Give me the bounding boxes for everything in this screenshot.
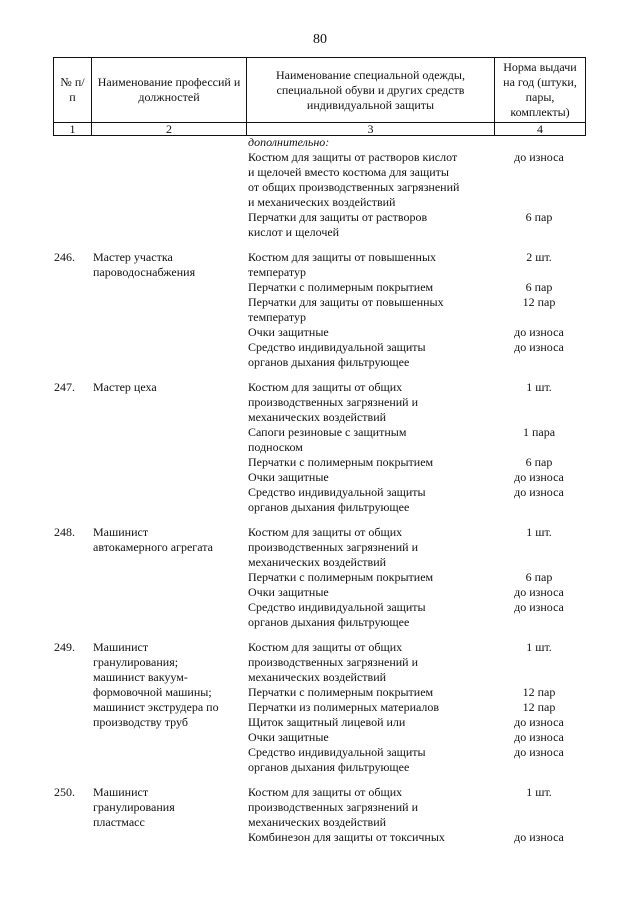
table-row	[0, 195, 640, 210]
row-gap	[0, 370, 640, 380]
row-gap	[0, 515, 640, 525]
equipment-item: Комбинезон для защиты от токсичных	[248, 830, 445, 844]
entry-number: 248.	[54, 525, 75, 539]
norm-value: 2 шт.	[526, 250, 552, 264]
profession-name: Мастер участка	[93, 250, 173, 264]
header-col-index: 3	[247, 123, 495, 136]
norm-value: 6 пар	[525, 570, 553, 584]
entry-number: 249.	[54, 640, 75, 654]
equipment-item: Щиток защитный лицевой или	[248, 715, 406, 729]
header-norm: Норма выдачи на год (штуки, пары, комплекты)	[495, 58, 586, 123]
equipment-item: Средство индивидуальной защиты	[248, 340, 426, 354]
norm-value: 1 шт.	[526, 525, 552, 539]
equipment-item: Очки защитные	[248, 730, 329, 744]
profession-name: Машинист	[93, 640, 149, 654]
norm-value: до износа	[514, 150, 564, 164]
table-row	[0, 585, 640, 600]
table-row	[0, 165, 640, 180]
equipment-item: Средство индивидуальной защиты	[248, 745, 426, 759]
norm-value: до износа	[514, 730, 564, 744]
profession-entry	[0, 250, 640, 370]
equipment-item: органов дыхания фильтрующее	[248, 500, 410, 514]
equipment-item: органов дыхания фильтрующее	[248, 355, 410, 369]
norm-value: 12 пар	[522, 685, 556, 699]
table-row	[0, 485, 640, 500]
equipment-item: Перчатки из полимерных материалов	[248, 700, 440, 714]
profession-name: Машинист	[93, 785, 149, 799]
norm-value: до износа	[514, 325, 564, 339]
profession-name: Мастер цеха	[93, 380, 157, 394]
header-number: № п/п	[54, 58, 92, 123]
table-row	[0, 355, 640, 370]
profession-name: автокамерного агрегата	[93, 540, 213, 554]
equipment-item: механических воздействий	[248, 815, 387, 829]
equipment-item: Очки защитные	[248, 325, 329, 339]
table-row	[0, 425, 640, 440]
table-row	[0, 615, 640, 630]
equipment-item: Перчатки для защиты от повышенных	[248, 295, 444, 309]
norm-value: 1 шт.	[526, 380, 552, 394]
table-row	[0, 395, 640, 410]
norm-value: до износа	[514, 585, 564, 599]
norm-value: до износа	[514, 830, 564, 844]
norm-value: до износа	[514, 745, 564, 759]
table-row	[0, 555, 640, 570]
equipment-item: органов дыхания фильтрующее	[248, 760, 410, 774]
profession-name: гранулирования;	[93, 655, 179, 669]
profession-name: гранулирования	[93, 800, 175, 814]
row-gap	[0, 240, 640, 250]
profession-name: машинист экструдера по	[93, 700, 219, 714]
table-row	[0, 815, 640, 830]
norm-value: 6 пар	[525, 280, 553, 294]
header-col-index: 2	[92, 123, 247, 136]
entry-number: 246.	[54, 250, 75, 264]
table-row	[0, 760, 640, 775]
entry-number: 250.	[54, 785, 75, 799]
equipment-item: от общих производственных загрязнений	[248, 180, 460, 194]
norm-value: до износа	[514, 340, 564, 354]
table-row	[0, 180, 640, 195]
table-row	[0, 525, 640, 540]
table-row	[0, 470, 640, 485]
table-row	[0, 325, 640, 340]
table-row	[0, 210, 640, 225]
norm-value: 12 пар	[522, 700, 556, 714]
entry-number: 247.	[54, 380, 75, 394]
table-row	[0, 715, 640, 730]
norm-value: 12 пар	[522, 295, 556, 309]
equipment-item: и механических воздействий	[248, 195, 396, 209]
table-row	[0, 340, 640, 355]
equipment-item: температур	[248, 265, 307, 279]
equipment-item: Сапоги резиновые с защитным	[248, 425, 407, 439]
equipment-item: температур	[248, 310, 307, 324]
equipment-item: подноском	[248, 440, 303, 454]
table-row	[0, 745, 640, 760]
header-col-index: 4	[495, 123, 586, 136]
table-row	[0, 655, 640, 670]
equipment-item: Костюм для защиты от общих	[248, 640, 403, 654]
equipment-item: органов дыхания фильтрующее	[248, 615, 410, 629]
table-row	[0, 310, 640, 325]
equipment-item: механических воздействий	[248, 670, 387, 684]
row-gap	[0, 630, 640, 640]
equipment-item: Средство индивидуальной защиты	[248, 600, 426, 614]
profession-name: машинист вакуум-	[93, 670, 188, 684]
table-row	[0, 150, 640, 165]
table-row	[0, 785, 640, 800]
norm-value: 1 шт.	[526, 785, 552, 799]
profession-entry	[0, 380, 640, 515]
table-row	[0, 685, 640, 700]
table-row	[0, 600, 640, 615]
equipment-item: Костюм для защиты от растворов кислот	[248, 150, 458, 164]
equipment-item: производственных загрязнений и	[248, 395, 419, 409]
table-row	[0, 640, 640, 655]
norm-value: до износа	[514, 470, 564, 484]
table-row	[0, 250, 640, 265]
table-row	[0, 135, 640, 150]
equipment-item: дополнительно:	[248, 135, 330, 149]
header-equipment: Наименование специальной одежды, специальной обуви и других средств индивидуальной защиты	[247, 58, 495, 123]
table-row	[0, 800, 640, 815]
equipment-item: кислот и щелочей	[248, 225, 340, 239]
norm-value: 6 пар	[525, 210, 553, 224]
equipment-item: Очки защитные	[248, 470, 329, 484]
equipment-item: Перчатки с полимерным покрытием	[248, 280, 434, 294]
table-row	[0, 540, 640, 555]
page-number: 80	[313, 32, 327, 47]
equipment-item: Перчатки для защиты от растворов	[248, 210, 428, 224]
equipment-item: механических воздействий	[248, 410, 387, 424]
table-row	[0, 265, 640, 280]
equipment-item: производственных загрязнений и	[248, 655, 419, 669]
equipment-item: Костюм для защиты от общих	[248, 525, 403, 539]
profession-name: Машинист	[93, 525, 149, 539]
profession-entry	[0, 640, 640, 775]
equipment-item: Очки защитные	[248, 585, 329, 599]
profession-name: пластмасс	[93, 815, 145, 829]
equipment-item: механических воздействий	[248, 555, 387, 569]
table-header	[53, 57, 586, 136]
equipment-item: Костюм для защиты от повышенных	[248, 250, 437, 264]
table-row	[0, 670, 640, 685]
equipment-item: Перчатки с полимерным покрытием	[248, 570, 434, 584]
table-row	[0, 830, 640, 845]
header-profession: Наименование профессий и должностей	[92, 58, 247, 123]
profession-entry	[0, 525, 640, 630]
continuation-block	[0, 135, 640, 240]
profession-entry	[0, 785, 640, 845]
profession-name: формовочной машины;	[93, 685, 212, 699]
norm-value: до износа	[514, 485, 564, 499]
table-row	[0, 280, 640, 295]
equipment-item: Средство индивидуальной защиты	[248, 485, 426, 499]
equipment-item: Костюм для защиты от общих	[248, 380, 403, 394]
table-row	[0, 440, 640, 455]
equipment-item: и щелочей вместо костюма для защиты	[248, 165, 449, 179]
norm-value: до износа	[514, 600, 564, 614]
table-row	[0, 380, 640, 395]
table-row	[0, 455, 640, 470]
norm-value: 6 пар	[525, 455, 553, 469]
table-row	[0, 225, 640, 240]
table-body	[0, 135, 640, 845]
table-row	[0, 570, 640, 585]
norm-value: до износа	[514, 715, 564, 729]
row-gap	[0, 775, 640, 785]
table-row	[0, 730, 640, 745]
equipment-item: производственных загрязнений и	[248, 540, 419, 554]
table-row	[0, 500, 640, 515]
equipment-item: производственных загрязнений и	[248, 800, 419, 814]
header-col-index: 1	[54, 123, 92, 136]
table-row	[0, 700, 640, 715]
profession-name: производству труб	[93, 715, 188, 729]
profession-name: пароводоснабжения	[93, 265, 196, 279]
norm-value: 1 пара	[522, 425, 556, 439]
equipment-item: Костюм для защиты от общих	[248, 785, 403, 799]
equipment-item: Перчатки с полимерным покрытием	[248, 455, 434, 469]
norm-value: 1 шт.	[526, 640, 552, 654]
table-row	[0, 410, 640, 425]
equipment-item: Перчатки с полимерным покрытием	[248, 685, 434, 699]
table-row	[0, 295, 640, 310]
